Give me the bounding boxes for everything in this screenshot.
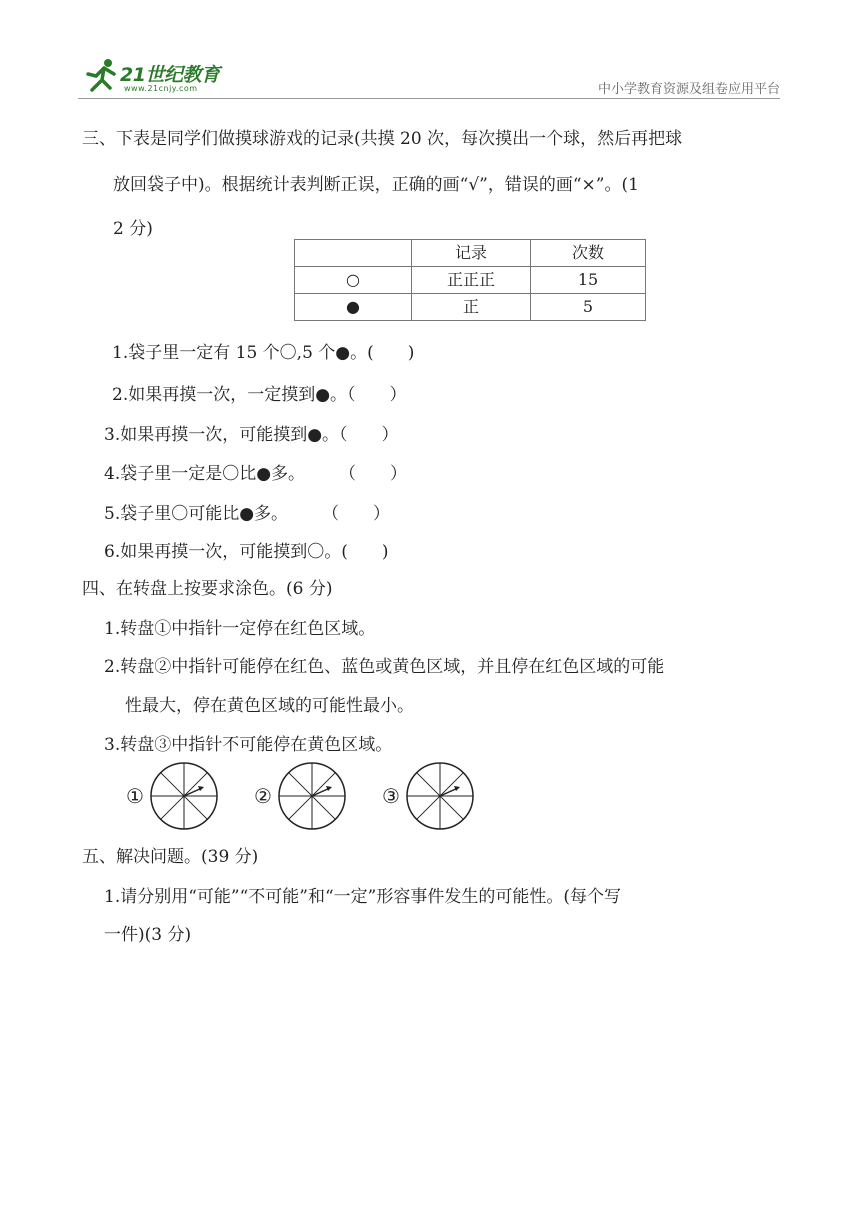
section3-line3: 2 分) [113,219,153,239]
spinner-3[interactable] [404,760,476,832]
section5-item1-line1: 1.请分别用“可能”“不可能”和“一定”形容事件发生的可能性。(每个写 [104,887,621,907]
spinner-label-1: ① [126,784,144,808]
logo-text: 21世纪教育 [120,64,220,86]
table-cell: 正 [412,294,531,321]
section5-title: 五、解决问题。(39 分) [82,847,259,867]
section4-item1: 1.转盘①中指针一定停在红色区域。 [104,619,376,639]
question-item: 4.袋子里一定是〇比●多。 （ ） [104,464,408,484]
question-item: 1.袋子里一定有 15 个〇,5 个●。( ) [112,343,415,363]
record-table [294,239,646,321]
table-row [295,294,646,321]
spinner-label-2: ② [254,784,272,808]
question-item: 2.如果再摸一次，一定摸到●。（ ） [112,385,407,405]
section3-line2: 放回袋子中)。根据统计表判断正误，正确的画“√”，错误的画“×”。(1 [113,175,639,195]
table-row [295,267,646,294]
logo [84,56,254,96]
section4-item2-line1: 2.转盘②中指针可能停在红色、蓝色或黄色区域，并且停在红色区域的可能 [104,657,665,677]
spinner-2[interactable] [276,760,348,832]
section3-line1: 三、下表是同学们做摸球游戏的记录(共摸 20 次，每次摸出一个球，然后再把球 [82,129,683,149]
runner-logo-icon [84,58,120,92]
header-divider [78,98,780,99]
platform-name: 中小学教育资源及组卷应用平台 [597,82,780,97]
table-cell: 15 [531,267,646,294]
table-header-cell: 次数 [531,240,646,267]
question-item: 5.袋子里〇可能比●多。 （ ） [104,504,391,524]
section4-item2-line2: 性最大，停在黄色区域的可能性最小。 [125,696,414,716]
logo-url: www.21cnjy.com [124,84,198,93]
spinner-label-3: ③ [382,784,400,808]
table-cell: ● [295,294,412,321]
question-item: 3.如果再摸一次，可能摸到●。（ ） [104,425,399,445]
table-header-cell [295,240,412,267]
table-cell: 正正正 [412,267,531,294]
table-header-cell: 记录 [412,240,531,267]
section4-title: 四、在转盘上按要求涂色。(6 分) [82,579,333,599]
section4-item3: 3.转盘③中指针不可能停在黄色区域。 [104,735,393,755]
table-cell: ○ [295,267,412,294]
table-header-row [295,240,646,267]
spinners-row [120,760,480,830]
section5-item1-line2: 一件)(3 分) [104,925,192,945]
spinner-1[interactable] [148,760,220,832]
question-item: 6.如果再摸一次，可能摸到〇。( ) [104,542,389,562]
table-cell: 5 [531,294,646,321]
